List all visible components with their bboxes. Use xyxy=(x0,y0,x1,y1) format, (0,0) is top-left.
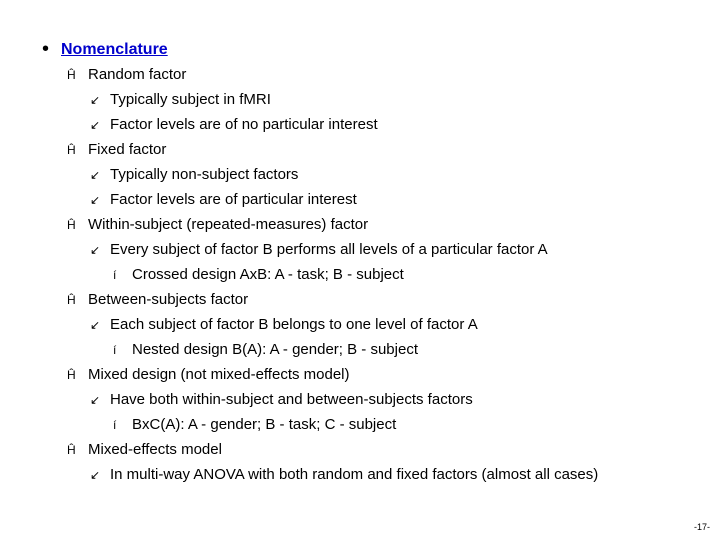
bullet-icon: Ĥ xyxy=(67,368,76,382)
outline-text: BxC(A): A - gender; B - task; C - subject xyxy=(132,416,397,433)
bullet-icon: ↙ xyxy=(90,118,101,132)
bullet-icon: ↙ xyxy=(90,243,101,257)
bullet-icon: • xyxy=(42,38,50,60)
bullet-icon: ↙ xyxy=(90,168,101,182)
bullet-icon: ↙ xyxy=(90,93,101,107)
bullet-icon: ↙ xyxy=(90,468,101,482)
bullet-icon: ↙ xyxy=(90,193,101,207)
bullet-icon: Ĥ xyxy=(67,143,76,157)
outline-text: Mixed-effects model xyxy=(88,441,222,458)
outline-text: Fixed factor xyxy=(88,141,167,158)
outline-text: Factor levels are of no particular interest xyxy=(110,116,378,133)
bullet-icon: Ĥ xyxy=(67,218,76,232)
section-heading[interactable]: Nomenclature xyxy=(61,41,168,58)
bullet-icon: í xyxy=(113,343,117,357)
bullet-icon: Ĥ xyxy=(67,68,76,82)
outline-text: Every subject of factor B performs all levels of a particular factor A xyxy=(110,241,548,258)
outline-text: Typically subject in fMRI xyxy=(110,91,271,108)
outline-text: Each subject of factor B belongs to one level of factor A xyxy=(110,316,478,333)
bullet-icon: Ĥ xyxy=(67,443,76,457)
outline-text: Have both within-subject and between-subjects factors xyxy=(110,391,473,408)
bullet-icon: í xyxy=(113,418,117,432)
outline-text: Nested design B(A): A - gender; B - subject xyxy=(132,341,418,358)
outline-text: Crossed design AxB: A - task; B - subject xyxy=(132,266,404,283)
bullet-icon: ↙ xyxy=(90,393,101,407)
bullet-icon: í xyxy=(113,268,117,282)
outline-text: Within-subject (repeated-measures) factor xyxy=(88,216,369,233)
bullet-icon: Ĥ xyxy=(67,293,76,307)
bullet-icon: ↙ xyxy=(90,318,101,332)
outline-text: In multi-way ANOVA with both random and fixed factors (almost all cases) xyxy=(110,466,599,483)
page-number: -17- xyxy=(693,522,710,532)
outline-text: Typically non-subject factors xyxy=(110,166,299,183)
outline-text: Mixed design (not mixed-effects model) xyxy=(88,366,350,383)
outline-text: Factor levels are of particular interest xyxy=(110,191,357,208)
outline-text: Between-subjects factor xyxy=(88,291,249,308)
outline-text: Random factor xyxy=(88,66,187,83)
